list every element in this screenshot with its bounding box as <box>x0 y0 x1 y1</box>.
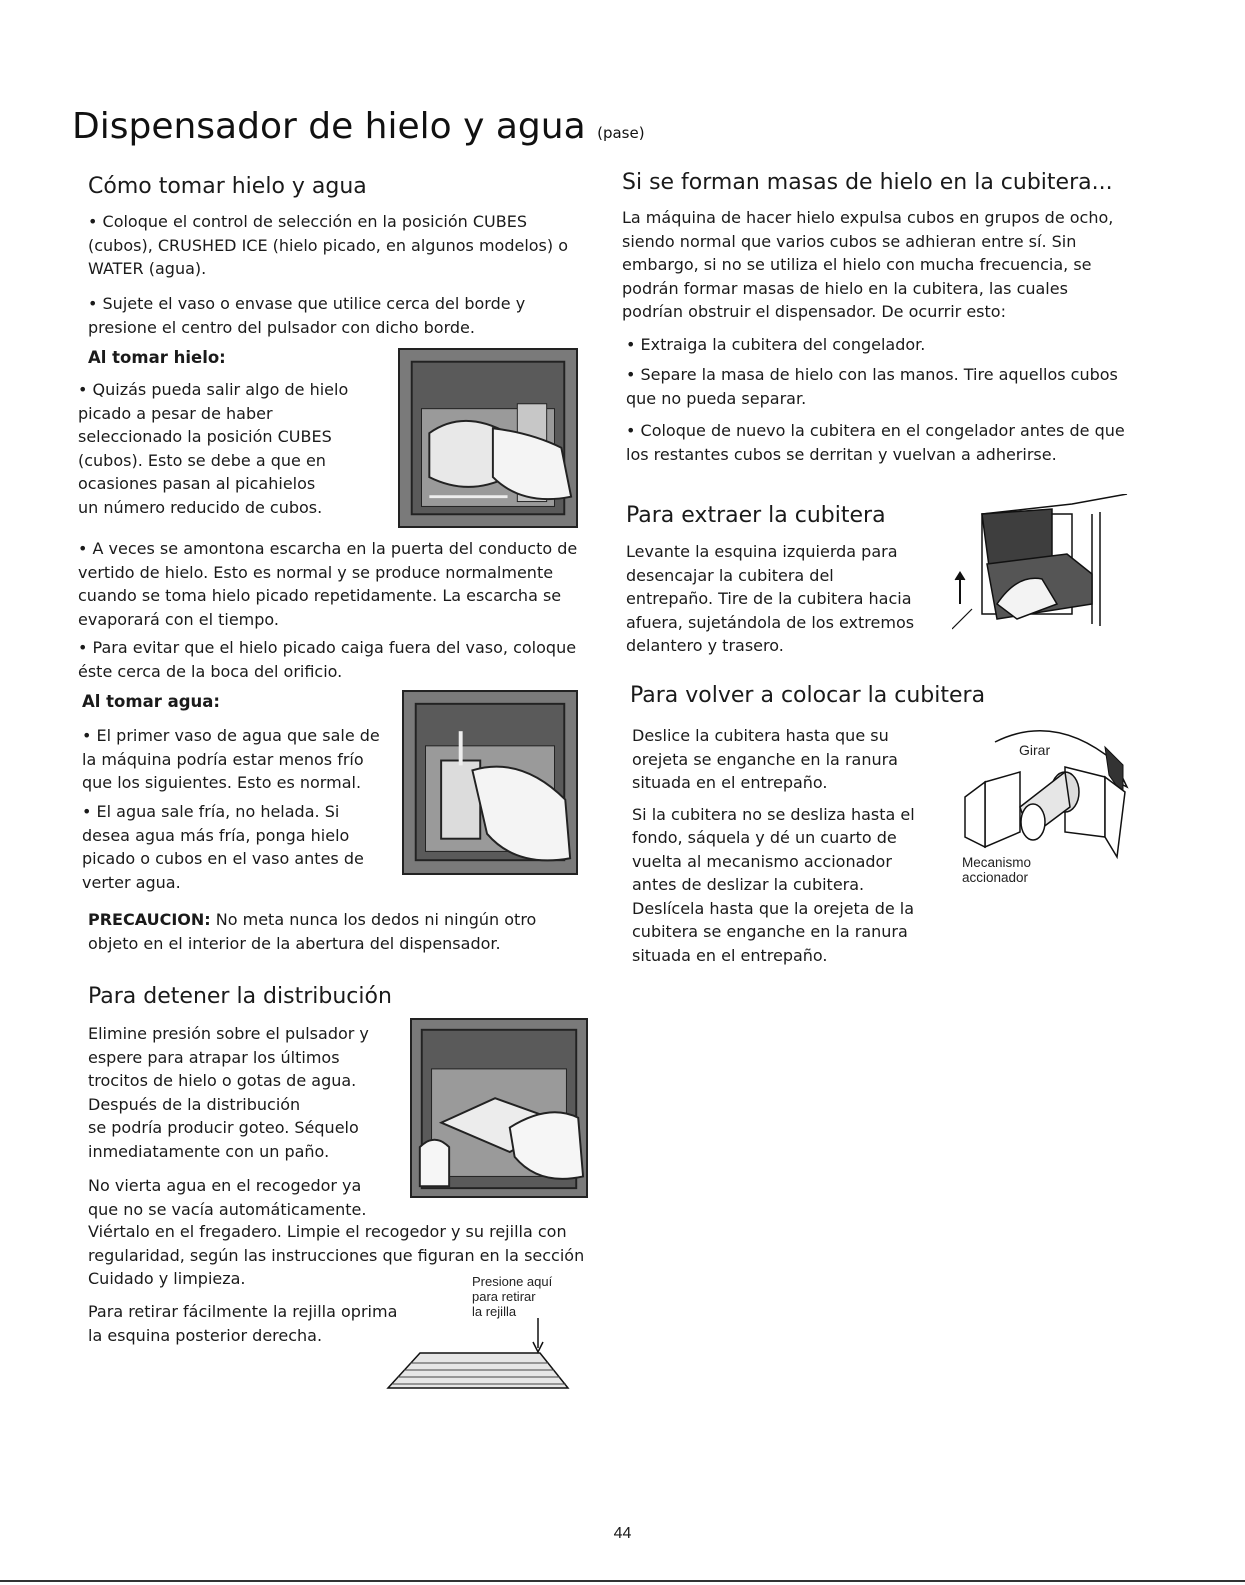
bottom-rule <box>0 1580 1245 1582</box>
clumps-paragraph: La máquina de hacer hielo expulsa cubos en grupos de ocho, siendo normal que varios cubos se adhieran entre sí. Sin embargo, si no se utiliza el hielo con mucha frecuencia, se podrán formar masas de hielo en la cubitera, las cuales podrían obstruir el dispensador. De ocurrir esto: <box>622 208 1114 321</box>
ice-line: un número reducido de cubos. <box>78 497 323 517</box>
stop-line: la esquina posterior derecha. <box>88 1325 323 1345</box>
stop-paragraph-1 <box>88 1022 408 1163</box>
replace-line: Si la cubitera no se desliza hasta el <box>632 804 915 824</box>
page-title <box>72 106 645 147</box>
remove-line: Levante la esquina izquierda para <box>626 542 898 561</box>
water-dispensing-illustration <box>402 690 578 875</box>
water-bullet-2 <box>82 800 392 894</box>
clumps-bullet-3: • Coloque de nuevo la cubitera en el congelador antes de que los restantes cubos se derritan y vuelvan a adherirse. <box>626 421 1125 464</box>
replace-line: cubitera se enganche en la ranura <box>632 922 908 941</box>
clumps-bullet-1: • Extraiga la cubitera del congelador. <box>626 335 926 354</box>
replace-line: antes de deslizar la cubitera. <box>632 875 865 894</box>
remove-line: desencajar la cubitera del <box>626 565 834 585</box>
water-line: • El agua sale fría, no helada. Si <box>82 802 340 821</box>
caution-paragraph <box>88 908 588 955</box>
how-to-bullet-2: • Sujete el vaso o envase que utilice cerca del borde y presione el centro del pulsador con dicho borde. <box>88 294 526 337</box>
stop-line: trocitos de hielo o gotas de agua. <box>88 1071 357 1090</box>
remove-line: delantero y trasero. <box>626 636 784 655</box>
how-to-bullet-1: • Coloque el control de selección en la posición CUBES (cubos), CRUSHED ICE (hielo picado, en algunos modelos) o WATER (agua). <box>88 212 569 278</box>
remove-line: afuera, sujetándola de los extremos <box>626 612 915 632</box>
ice-line: ocasiones pasan al picahielos <box>78 474 316 493</box>
stop-paragraph-2-rest: Viértalo en el fregadero. Limpie el recogedor y su rejilla con regularidad, según las instrucciones que figuran en la sección Cuidado y limpieza. <box>88 1222 585 1288</box>
remove-bin-illustration <box>952 494 1132 634</box>
ice-bullet-1 <box>78 378 388 519</box>
stop-line: Para retirar fácilmente la rejilla oprima <box>88 1302 398 1321</box>
replace-heading: Para volver a colocar la cubitera <box>630 683 986 708</box>
replace-line: situada en el entrepaño. <box>632 945 828 965</box>
page-number: 44 <box>613 1525 632 1542</box>
water-line: picado o cubos en el vaso antes de <box>82 849 364 868</box>
caution-text: No meta nunca los dedos ni ningún otro objeto en el interior de la abertura del dispensador. <box>88 910 537 953</box>
remove-heading: Para extraer la cubitera <box>626 503 886 528</box>
water-line: verter agua. <box>82 872 181 892</box>
caution-label: PRECAUCION: <box>88 910 211 929</box>
stop-line: se podría producir goteo. Séquelo <box>88 1118 359 1137</box>
ice-line: picado a pesar de haber <box>78 403 273 423</box>
stop-line: que no se vacía automáticamente. <box>88 1199 367 1219</box>
grille-caption <box>472 1274 552 1319</box>
ice-line: (cubos). Esto se debe a que en <box>78 450 326 470</box>
replace-line: Deslice la cubitera hasta que su <box>632 726 889 745</box>
stop-line: espere para atrapar los últimos <box>88 1047 340 1067</box>
grille-caption-line: la rejilla <box>472 1304 517 1319</box>
mechanism-caption <box>962 855 1031 885</box>
water-line: • El primer vaso de agua que sale de <box>82 726 380 745</box>
ice-dispensing-illustration <box>398 348 578 528</box>
replace-line: vuelta al mecanismo accionador <box>632 851 892 871</box>
rotate-label: Girar <box>1019 742 1051 758</box>
stop-line: No vierta agua en el recogedor ya <box>88 1176 362 1195</box>
stop-heading: Para detener la distribución <box>88 984 392 1009</box>
stop-line: Después de la distribución <box>88 1094 301 1114</box>
remove-paragraph <box>626 540 956 658</box>
grille-caption-line: para retirar <box>472 1289 536 1304</box>
water-bullet-1 <box>82 724 402 795</box>
replace-line: situada en el entrepaño. <box>632 773 828 792</box>
mechanism-caption-line: accionador <box>962 870 1029 885</box>
ice-subheading: Al tomar hielo: <box>88 348 226 367</box>
replace-line: orejeta se enganche en la ranura <box>632 749 898 769</box>
stop-line: Elimine presión sobre el pulsador y <box>88 1024 369 1043</box>
remove-line: entrepaño. Tire de la cubitera hacia <box>626 589 912 608</box>
drip-tray-illustration <box>410 1018 588 1198</box>
how-to-heading: Cómo tomar hielo y agua <box>88 174 367 199</box>
water-line: que los siguientes. Esto es normal. <box>82 773 362 792</box>
mechanism-caption-line: Mecanismo <box>962 855 1032 870</box>
ice-bullet-2: • A veces se amontona escarcha en la puerta del conducto de vertido de hielo. Esto es normal y se produce normalmente cuando se toma hielo picado repetidamente. La escarcha se evaporará con el tiempo. <box>78 539 578 629</box>
ice-line: • Quizás pueda salir algo de hielo <box>78 380 349 399</box>
page-title-suffix: (pase) <box>597 124 645 142</box>
replace-line: Deslícela hasta que la orejeta de la <box>632 898 915 918</box>
ice-line: seleccionado la posición CUBES <box>78 427 332 446</box>
replace-line: fondo, sáquela y dé un cuarto de <box>632 828 897 847</box>
replace-paragraph <box>632 724 962 967</box>
drip-grille-illustration <box>380 1318 580 1393</box>
ice-bullet-3: • Para evitar que el hielo picado caiga fuera del vaso, coloque éste cerca de la boca del orificio. <box>78 638 577 681</box>
clumps-bullet-2: • Separe la masa de hielo con las manos. Tire aquellos cubos que no pueda separar. <box>626 365 1118 408</box>
clumps-heading: Si se forman masas de hielo en la cubitera... <box>622 170 1113 195</box>
water-line: desea agua más fría, ponga hielo <box>82 825 350 845</box>
stop-paragraph-2 <box>88 1174 408 1221</box>
water-subheading: Al tomar agua: <box>82 692 221 711</box>
stop-line: inmediatamente con un paño. <box>88 1141 330 1161</box>
grille-caption-line: Presione aquí <box>472 1274 553 1289</box>
page-title-main: Dispensador de hielo y agua <box>72 106 586 147</box>
water-line: la máquina podría estar menos frío <box>82 749 364 769</box>
